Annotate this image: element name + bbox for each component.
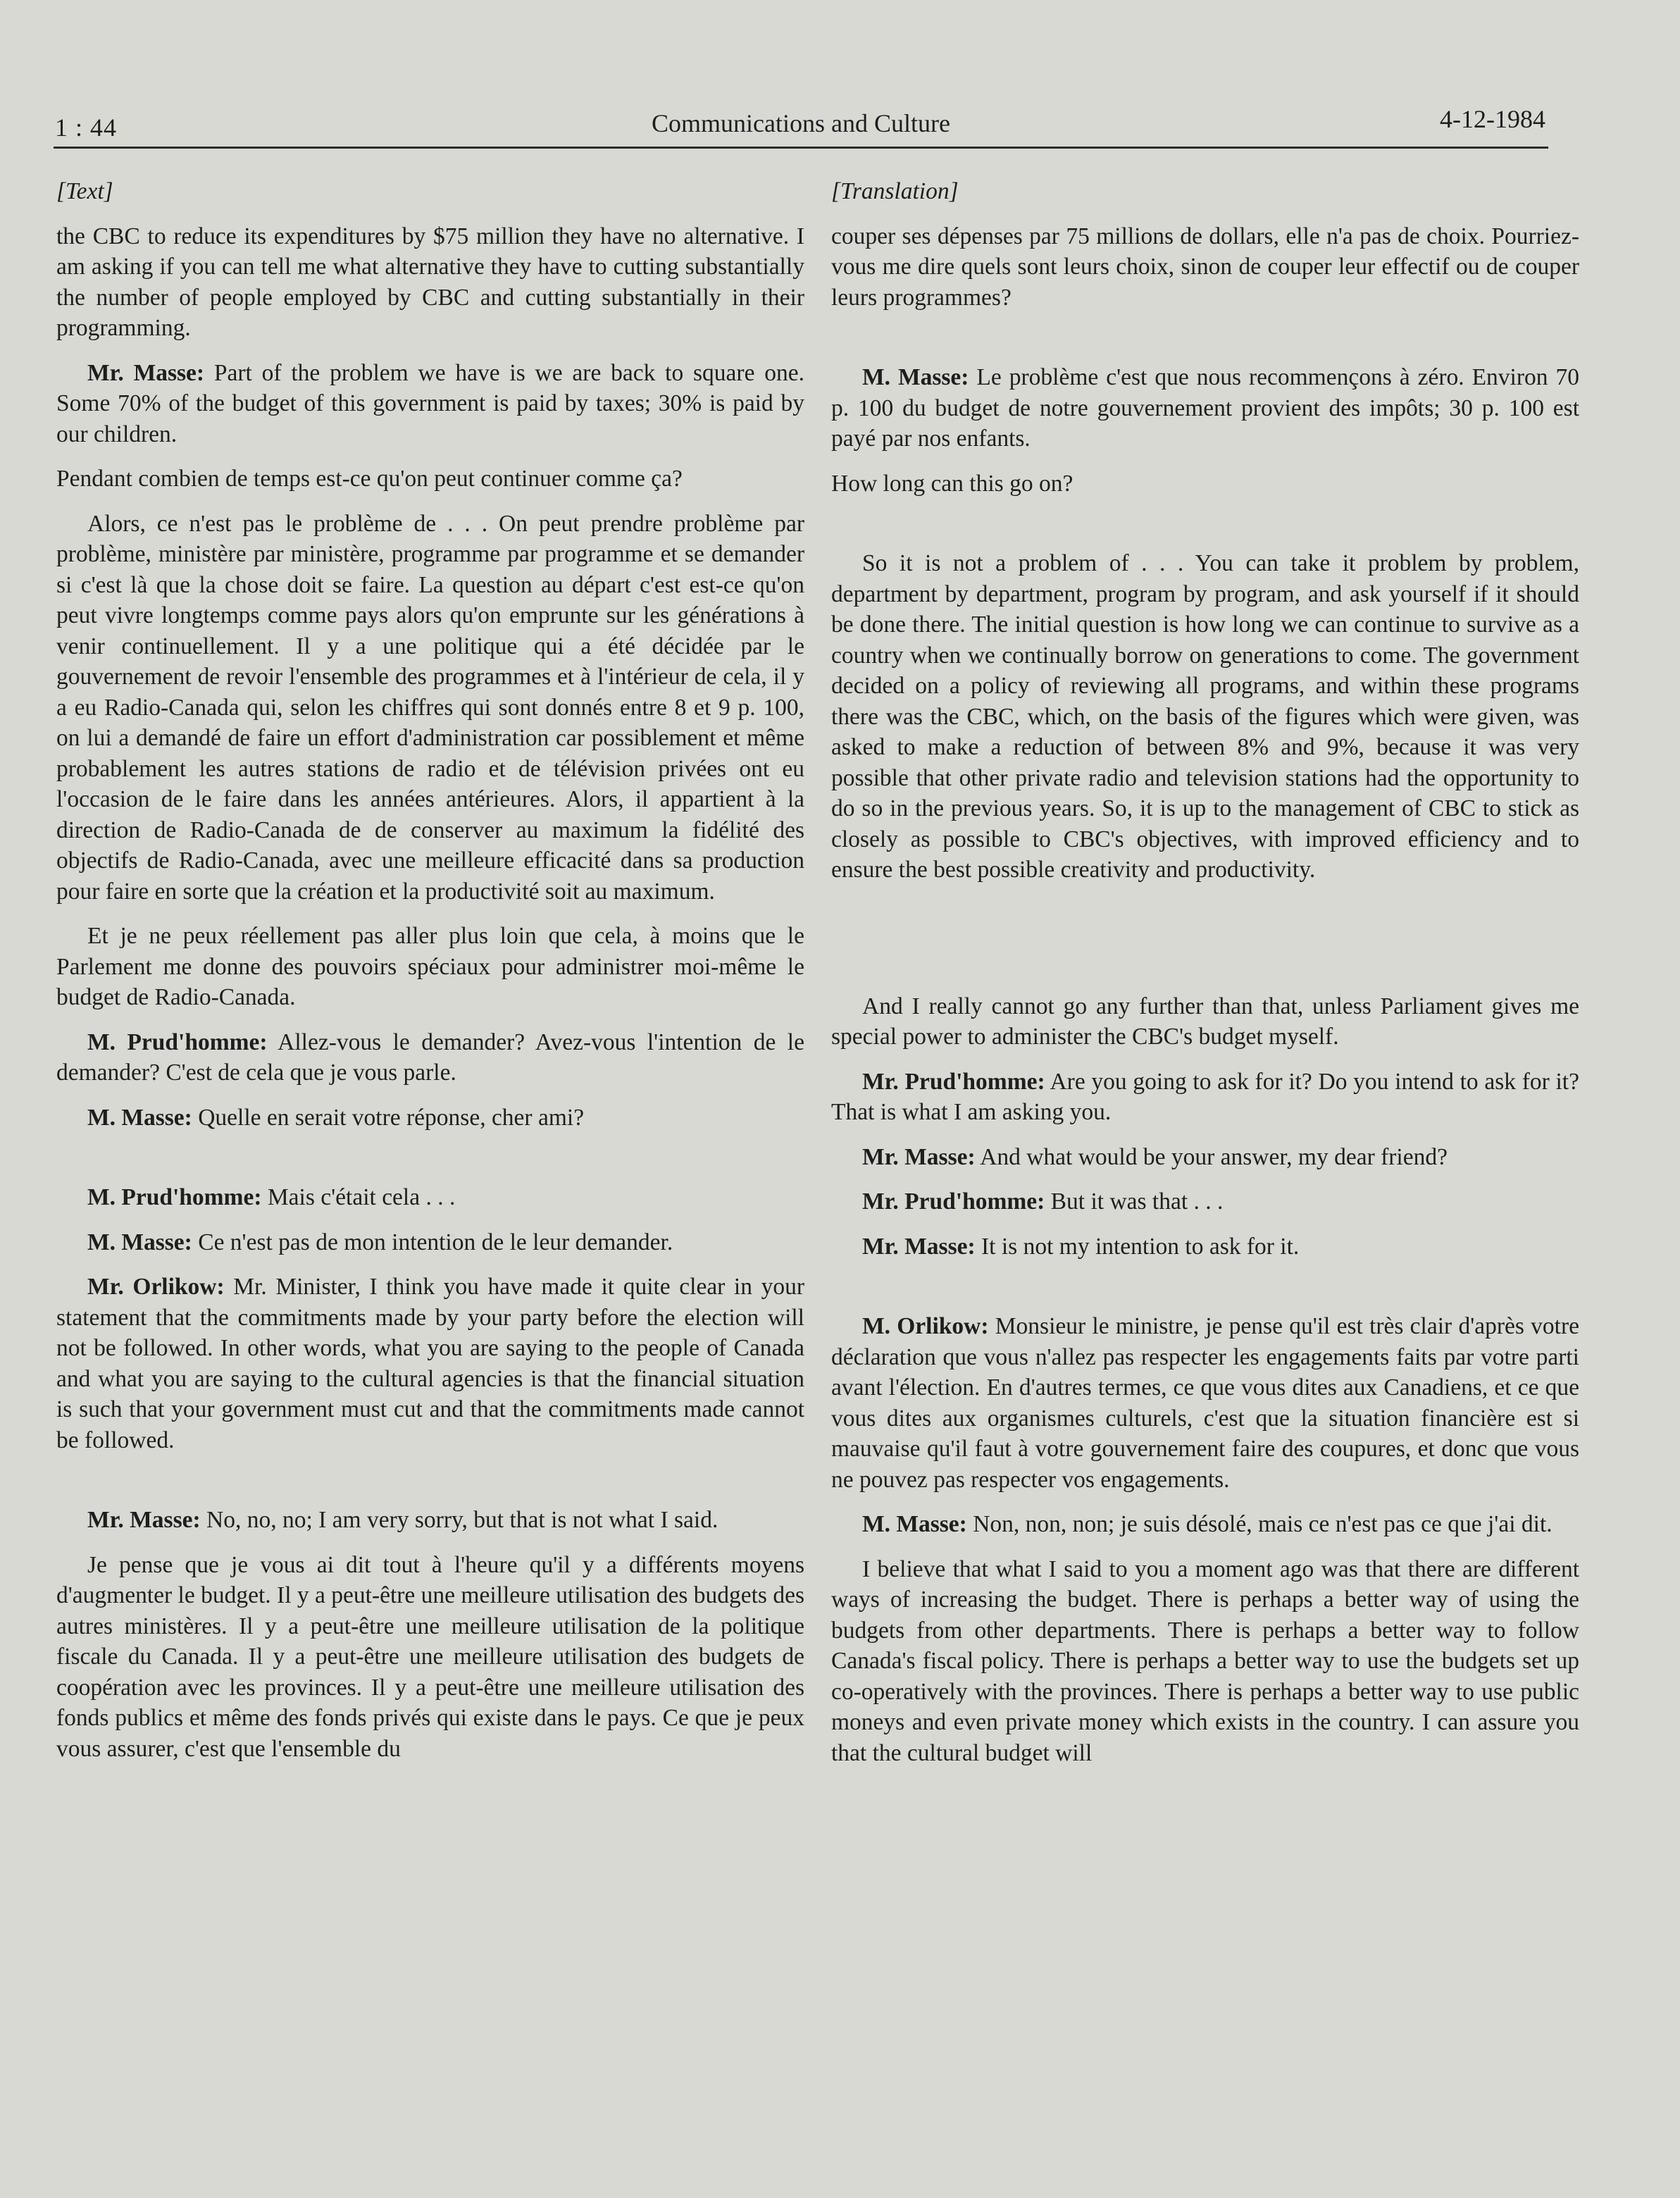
paragraph: M. Prud'homme: Mais c'était cela . . . — [87, 1184, 456, 1210]
speaker-name: Mr. Prud'homme: — [862, 1068, 1045, 1095]
paragraph: Et je ne peux réellement pas aller plus loin que cela, à moins que le Parlement me donne des pouvoirs spéciaux pour administrer moi-même le budget de Radio-Canada. — [56, 923, 804, 1010]
paragraph: M. Masse: Quelle en serait votre réponse, cher ami? — [87, 1104, 585, 1131]
paragraph: Mr. Masse: Part of the problem we have is we are back to square one. Some 70% of the budget of this government is paid by taxes; 30% is paid by our children. — [56, 359, 804, 447]
page-number: 1 : 44 — [55, 113, 118, 142]
speaker-name: M. Masse: — [862, 1511, 967, 1537]
paragraph: Mr. Masse: No, no, no; I am very sorry, but that is not what I said. — [87, 1507, 718, 1533]
paragraph: M. Masse: Non, non, non; je suis désolé, mais ce n'est pas ce que j'ai dit. — [862, 1511, 1553, 1537]
paragraph: couper ses dépenses par 75 millions de dollars, elle n'a pas de choix. Pourriez-vous me dire quels sont leurs choix, sinon de couper leur effectif ou de couper leurs programmes? — [831, 223, 1579, 311]
paragraph: Je pense que je vous ai dit tout à l'heure qu'il y a différents moyens d'augmenter le budget. Il y a peut-être une meilleure utilisation des budgets des autres ministères. Il y a peut-être une meilleure utilisation de la politique fiscale du Canada. Il y a peut-être une meilleure utilisation des budgets de coopération avec les provinces. Il y a peut-être une meilleure utilisation des fonds publics et même des fonds privés qui existe dans le pays. Ce que je peux vous assurer, c'est que l'ensemble du — [56, 1551, 804, 1762]
paragraph: the CBC to reduce its expenditures by $75 million they have no alternative. I am asking if you can tell me what alternative they have to cutting substantially the number of people employed by CBC and cutting substantially in their programming. — [56, 223, 804, 341]
paragraph: Mr. Orlikow: Mr. Minister, I think you have made it quite clear in your statement that the commitments made by your party before the election will not be followed. In other words, what you are saying to the people of Canada and what you are saying to the cultural agencies is that the financial situation is such that your government must cut and that the commitments made cannot be followed. — [56, 1274, 804, 1453]
speaker-name: Mr. Masse: — [862, 1143, 976, 1170]
speaker-name: M. Masse: — [862, 364, 969, 390]
paragraph: Mr. Masse: It is not my intention to ask for it. — [862, 1233, 1300, 1260]
page-title: Communications and Culture — [652, 109, 950, 137]
paragraph: Pendant combien de temps est-ce qu'on peut continuer comme ça? — [56, 466, 683, 492]
speaker-name: Mr. Masse: — [87, 359, 205, 386]
speaker-name: Mr. Masse: — [87, 1507, 201, 1533]
paragraph: Mr. Prud'homme: But it was that . . . — [862, 1188, 1224, 1215]
left-column — [56, 176, 804, 1778]
paragraph: M. Orlikow: Monsieur le ministre, je pense qu'il est très clair d'après votre déclaration que vous n'allez pas respecter les engagements faits par votre parti avant l'élection. En d'autres termes, ce que vous dites aux Canadiens, et ce que vous dites aux organismes culturels, c'est que la situation financière est si mauvaise qu'il faut à votre gouvernement faire des coupures, et donc que vous ne pouvez pas respecter vos engagements. — [831, 1313, 1579, 1493]
right-column — [831, 176, 1579, 1782]
page-date: 4-12-1984 — [1440, 105, 1545, 133]
speaker-name: Mr. Orlikow: — [87, 1274, 225, 1300]
paragraph: Mr. Masse: And what would be your answer, my dear friend? — [862, 1143, 1448, 1170]
paragraph: And I really cannot go any further than that, unless Parliament gives me special power to administer the CBC's budget myself. — [831, 993, 1579, 1050]
page-header — [54, 104, 1548, 149]
speaker-name: M. Masse: — [87, 1229, 192, 1255]
language-tag: [Text] — [56, 178, 113, 204]
speaker-name: M. Masse: — [87, 1104, 192, 1131]
paragraph: M. Masse: Le problème c'est que nous recommençons à zéro. Environ 70 p. 100 du budget de notre gouvernement provient des impôts; 30 p. 100 est payé par nos enfants. — [831, 364, 1579, 452]
paragraph: Alors, ce n'est pas le problème de . . . On peut prendre problème par problème, ministère par ministère, programme par programme et se demander si c'est là que la chose doit se faire. La question au départ c'est est-ce qu'on peut vivre longtemps comme pays alors qu'on emprunte sur les générations à venir continuellement. Il y a une politique qui a été décidée par le gouvernement de revoir l'ensemble des programmes et à l'intérieur de cela, il y a eu Radio-Canada qui, selon les chiffres qui sont donnés entre 8 et 9 p. 100, on lui a demandé de faire un effort d'administration car possiblement et même probablement les autres stations de radio et de télévision privées ont eu l'occasion de le faire dans les années antérieures. Alors, il appartient à la direction de Radio-Canada de de conserver au maximum la fidélité des objectifs de Radio-Canada, avec une meilleure efficacité dans sa production pour faire en sorte que la création et la productivité soit au maximum. — [56, 510, 804, 905]
paragraph: I believe that what I said to you a moment ago was that there are different ways of increasing the budget. There is perhaps a better way of using the budgets from other departments. There is perhaps a better way to follow Canada's fiscal policy. There is perhaps a better way to use the budgets set up co-operatively with the provinces. There is perhaps a better way to use public moneys and even private money which exists in the country. I can assure you that the cultural budget will — [831, 1556, 1579, 1766]
speaker-name: Mr. Prud'homme: — [862, 1188, 1045, 1215]
speaker-name: M. Prud'homme: — [87, 1184, 262, 1210]
paragraph: M. Prud'homme: Allez-vous le demander? Avez-vous l'intention de le demander? C'est de cela que je vous parle. — [56, 1029, 804, 1086]
language-tag: [Translation] — [831, 178, 959, 204]
paragraph: M. Masse: Ce n'est pas de mon intention de le leur demander. — [87, 1229, 673, 1255]
paragraph: How long can this go on? — [831, 470, 1074, 497]
speaker-name: M. Orlikow: — [862, 1313, 989, 1339]
paragraph: Mr. Prud'homme: Are you going to ask for it? Do you intend to ask for it? That is what I am asking you. — [831, 1068, 1579, 1125]
paragraph: So it is not a problem of . . . You can take it problem by problem, department by department, program by program, and ask yourself if it should be done there. The initial question is how long we can continue to survive as a country when we continually borrow on generations to come. The government decided on a policy of reviewing all programs, and within these programs there was the CBC, which, on the basis of the figures which were given, was asked to make a reduction of between 8% and 9%, because it was very possible that other private radio and television stations had the opportunity to do so in the previous years. So, it is up to the management of CBC to stick as closely as possible to CBC's objectives, with improved efficiency and to ensure the best possible creativity and productivity. — [831, 550, 1579, 883]
speaker-name: M. Prud'homme: — [87, 1029, 268, 1055]
speaker-name: Mr. Masse: — [862, 1233, 976, 1260]
